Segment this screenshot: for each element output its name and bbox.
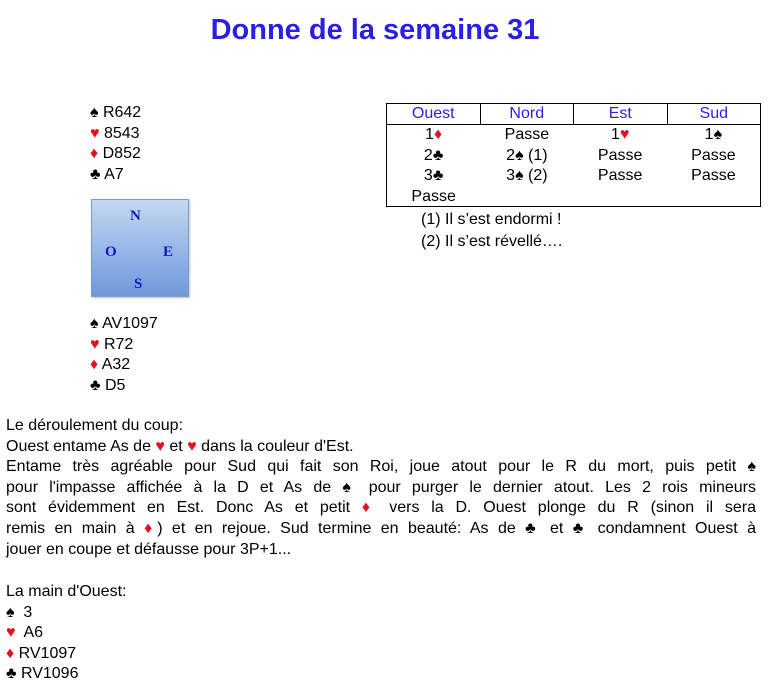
bidding-row (387, 146, 760, 167)
suit-icon: ♥ (187, 437, 197, 455)
suit-icon: ♣ (432, 167, 444, 184)
suit-icon: ♣ (572, 519, 589, 537)
compass-east-label: E (163, 244, 174, 260)
compass-south-label: S (134, 276, 143, 292)
note-2: (2) Il s’est révellé…. (421, 233, 563, 250)
narrative-text: pour purger le dernier atout. Les 2 rois mineurs (357, 478, 757, 496)
narrative-text: remis en main à (6, 519, 145, 537)
bidding-rows (387, 125, 760, 207)
bid-text: 3 (506, 167, 516, 184)
bid-text: Passe (597, 167, 643, 184)
west-hand (6, 582, 126, 685)
bid-cell (574, 187, 667, 208)
west-hand-heading: La main d'Ouest: (6, 583, 127, 600)
narrative-line (6, 437, 756, 458)
bid-text: 2 (506, 146, 516, 164)
suit-icon: ♠ (515, 146, 524, 164)
bid-note-ref: (1) (523, 146, 548, 164)
suit-icon: ♦ (144, 519, 158, 537)
bid-text: 3 (423, 167, 433, 184)
suit-icon: ♠ (90, 315, 99, 332)
hand-cards: RV1096 (16, 665, 79, 683)
bid-cell (480, 166, 573, 187)
bidding-notes (421, 209, 562, 253)
west-hand-suit-line (6, 664, 126, 685)
west-hand-suit-line (6, 623, 126, 644)
hand-cards: D5 (100, 376, 126, 394)
bid-cell (387, 146, 480, 167)
play-narrative (6, 416, 756, 560)
bid-cell (667, 125, 760, 146)
hand-cards: AV1097 (98, 315, 158, 332)
bid-note-ref: (2) (523, 167, 548, 184)
bid-cell (667, 146, 760, 167)
bid-cell (574, 146, 667, 167)
bid-cell (667, 166, 760, 187)
bid-cell (480, 146, 573, 167)
bid-text: 2 (423, 146, 433, 164)
suit-icon: ♥ (90, 335, 100, 353)
bidding-row (387, 187, 760, 208)
hand-cards: 8543 (99, 124, 140, 142)
hand-cards: 3 (14, 603, 33, 621)
narrative-heading: Le déroulement du coup: (6, 417, 184, 434)
south-hand-suit-line (90, 335, 158, 356)
hand-cards: RV1097 (14, 644, 77, 662)
narrative-text: sont évidemment en Est. Donc As et petit (6, 499, 362, 517)
south-hand (90, 314, 158, 396)
narrative-text: pour l'impasse affichée à la D et As de (6, 478, 343, 496)
note-1: (1) Il s’est endormi ! (421, 211, 562, 228)
hand-cards: R642 (98, 104, 142, 121)
bid-text: Passe (691, 167, 736, 184)
narrative-line (6, 457, 756, 478)
suit-icon: ♠ (747, 458, 756, 476)
bid-cell (387, 166, 480, 187)
suit-icon: ♠ (713, 126, 723, 143)
bidding-header-south: Sud (699, 105, 728, 122)
suit-icon: ♦ (361, 499, 378, 517)
west-hand-cards (6, 603, 126, 685)
suit-icon: ♥ (90, 124, 100, 142)
suit-icon: ♠ (515, 167, 524, 184)
suit-icon: ♦ (90, 145, 99, 162)
north-hand-suit-line (90, 103, 141, 124)
page-title: Donne de la semaine 31 (210, 14, 540, 46)
bid-cell (387, 187, 480, 208)
west-hand-suit-line (6, 603, 126, 624)
compass-diagram (91, 199, 189, 297)
narrative-line (6, 478, 756, 499)
narrative-text: condamnent Ouest à (588, 519, 757, 537)
bid-text: 1 (704, 126, 714, 143)
suit-icon: ♠ (342, 478, 358, 496)
narrative-text: Ouest entame As de (6, 437, 156, 455)
suit-icon: ♥ (619, 126, 630, 143)
suit-icon: ♣ (6, 665, 17, 683)
bid-text: Passe (411, 187, 456, 205)
north-hand (90, 103, 141, 185)
bid-text: Passe (691, 146, 736, 164)
suit-icon: ♦ (6, 644, 15, 662)
suit-icon: ♥ (155, 437, 165, 455)
bid-cell (480, 125, 573, 146)
south-hand-suit-line (90, 314, 158, 335)
bid-cell (387, 125, 480, 146)
narrative-line (6, 540, 756, 561)
compass-north-label: N (130, 208, 141, 224)
west-hand-suit-line (6, 644, 126, 665)
bidding-row (387, 166, 760, 187)
bidding-header-north: Nord (481, 104, 575, 124)
narrative-body (6, 437, 756, 561)
bidding-row (387, 125, 760, 146)
bidding-table (386, 103, 761, 207)
suit-icon: ♣ (432, 146, 444, 164)
suit-icon: ♣ (90, 165, 101, 183)
bidding-header-east: Est (574, 104, 668, 124)
narrative-text: et (164, 437, 188, 455)
bid-text: Passe (504, 126, 550, 143)
narrative-text: jouer en coupe et défausse pour 3P+1... (6, 540, 292, 558)
bid-cell (667, 187, 760, 208)
narrative-text: ) et en rejoue. Sud termine en beauté: As de (157, 519, 526, 537)
narrative-text: vers la D. Ouest plonge du R (sinon il sera (377, 499, 757, 517)
south-hand-suit-line (90, 376, 158, 397)
suit-icon: ♥ (6, 624, 16, 642)
suit-icon: ♠ (6, 603, 15, 621)
bid-cell (574, 125, 667, 146)
bid-cell (480, 187, 573, 208)
suit-icon: ♣ (525, 519, 541, 537)
hand-cards: A7 (100, 165, 124, 183)
north-hand-suit-line (90, 124, 141, 145)
hand-cards: A6 (15, 624, 44, 642)
hand-cards: D852 (98, 145, 141, 162)
hand-cards: A32 (98, 356, 131, 373)
narrative-text: Entame très agréable pour Sud qui fait son Roi, joue atout pour le R du mort, puis petit (6, 458, 748, 476)
narrative-line (6, 498, 756, 519)
bid-cell (574, 166, 667, 187)
bid-text: Passe (597, 146, 643, 164)
north-hand-suit-line (90, 144, 141, 165)
bidding-header (387, 104, 760, 125)
suit-icon: ♠ (90, 104, 99, 121)
suit-icon: ♦ (433, 126, 443, 143)
bid-text: 1 (425, 126, 434, 143)
south-hand-suit-line (90, 355, 158, 376)
narrative-text: dans la couleur d'Est. (196, 437, 354, 455)
bidding-header-west: Ouest (387, 104, 481, 124)
narrative-text: et (540, 519, 573, 537)
suit-icon: ♦ (90, 356, 99, 373)
bid-text: 1 (610, 126, 620, 143)
narrative-line (6, 519, 756, 540)
north-hand-suit-line (90, 165, 141, 186)
suit-icon: ♣ (90, 376, 101, 394)
compass-west-label: O (105, 244, 117, 260)
hand-cards: R72 (99, 335, 134, 353)
